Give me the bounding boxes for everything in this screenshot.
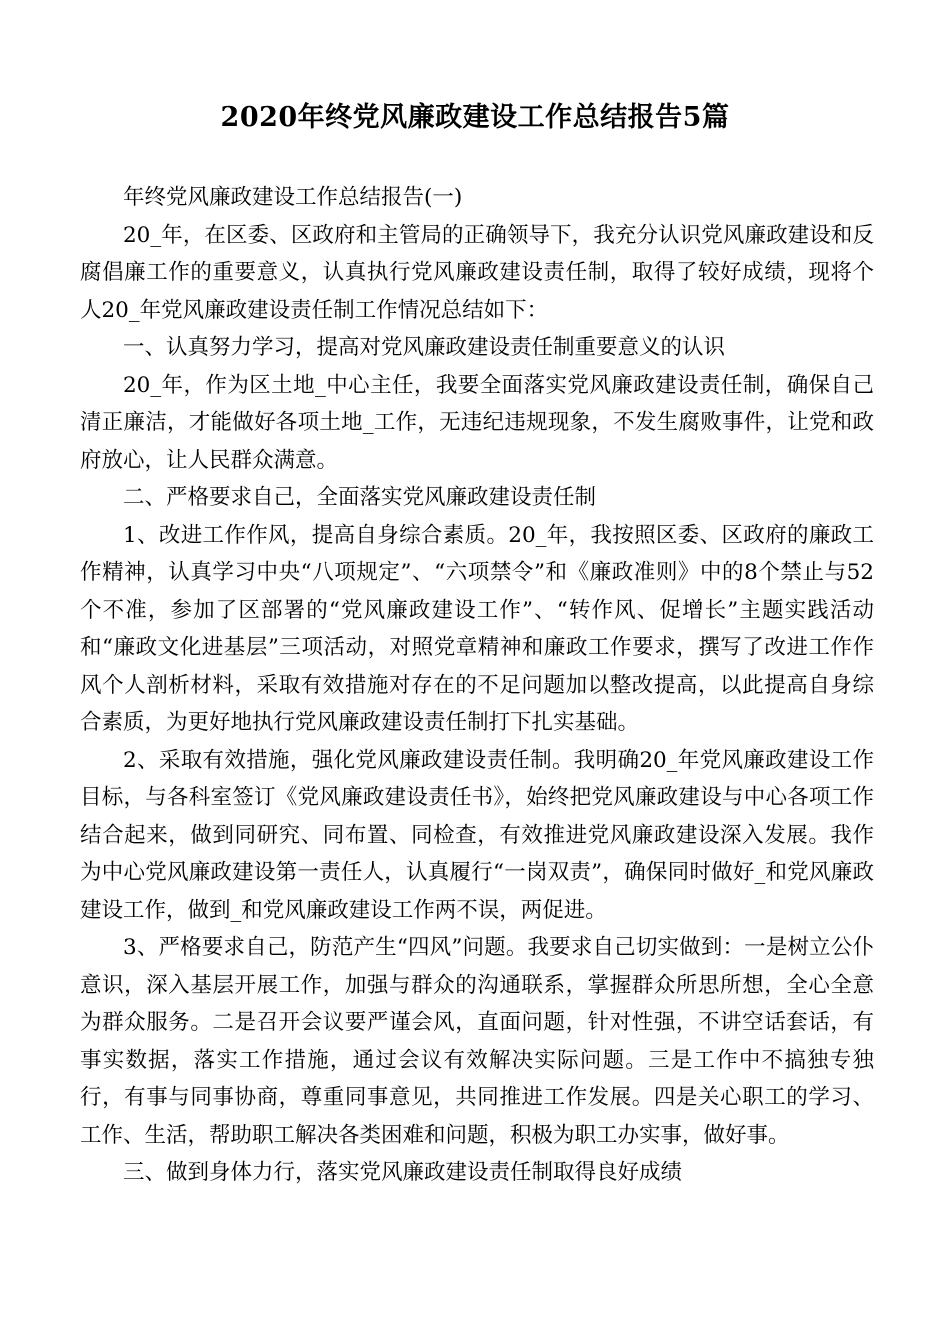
document-title: 2020年终党风廉政建设工作总结报告5篇: [220, 102, 730, 133]
section-heading: 年终党风廉政建设工作总结报告(一): [123, 185, 463, 210]
document-body: [80, 179, 874, 1192]
body-paragraph: 20_年，在区委、区政府和主管局的正确领导下，我充分认识党风廉政建设和反腐倡廉工作的重要意义，认真执行党风廉政建设责任制，取得了较好成绩，现将个人20_年党风廉政建设责任制工作情况总结如下：: [80, 222, 874, 323]
section-heading: 二、严格要求自己，全面落实党风廉政建设责任制: [123, 485, 597, 510]
body-paragraph: 1、改进工作作风，提高自身综合素质。20_年，我按照区委、区政府的廉政工作精神，认真学习中央“八项规定”、“六项禁令”和《廉政准则》中的8个禁止与52个不准，参加了区部署的“党风廉政建设工作”、“转作风、促增长”主题实践活动和“廉政文化进基层”三项活动，对照党章精神和廉政工作要求，撰写了改进工作作风个人剖析材料，采取有效措施对存在的不足问题加以整改提高，以此提高自身综合素质，为更好地执行党风廉政建设责任制打下扎实基础。: [80, 522, 874, 735]
body-paragraph: 3、严格要求自己，防范产生“四风”问题。我要求自己切实做到：一是树立公仆意识，深入基层开展工作，加强与群众的沟通联系，掌握群众所思所想，全心全意为群众服务。二是召开会议要严谨会风，直面问题，针对性强，不讲空话套话，有事实数据，落实工作措施，通过会议有效解决实际问题。三是工作中不搞独专独行，有事与同事协商，尊重同事意见，共同推进工作发展。四是关心职工的学习、工作、生活，帮助职工解决各类困难和问题，积极为职工办实事，做好事。: [80, 935, 874, 1148]
section-heading: 一、认真努力学习，提高对党风廉政建设责任制重要意义的认识: [123, 335, 726, 360]
section-heading: 三、做到身体力行，落实党风廉政建设责任制取得良好成绩: [123, 1160, 683, 1185]
body-paragraph: 2、采取有效措施，强化党风廉政建设责任制。我明确20_年党风廉政建设工作目标，与各科室签订《党风廉政建设责任书》，始终把党风廉政建设与中心各项工作结合起来，做到同研究、同布置、同检查，有效推进党风廉政建设深入发展。我作为中心党风廉政建设第一责任人，认真履行“一岗双责”，确保同时做好_和党风廉政建设工作，做到_和党风廉政建设工作两不误，两促进。: [80, 747, 874, 923]
body-paragraph: 20_年，作为区土地_中心主任，我要全面落实党风廉政建设责任制，确保自己清正廉洁，才能做好各项土地_工作，无违纪违规现象，不发生腐败事件，让党和政府放心，让人民群众满意。: [80, 372, 874, 473]
